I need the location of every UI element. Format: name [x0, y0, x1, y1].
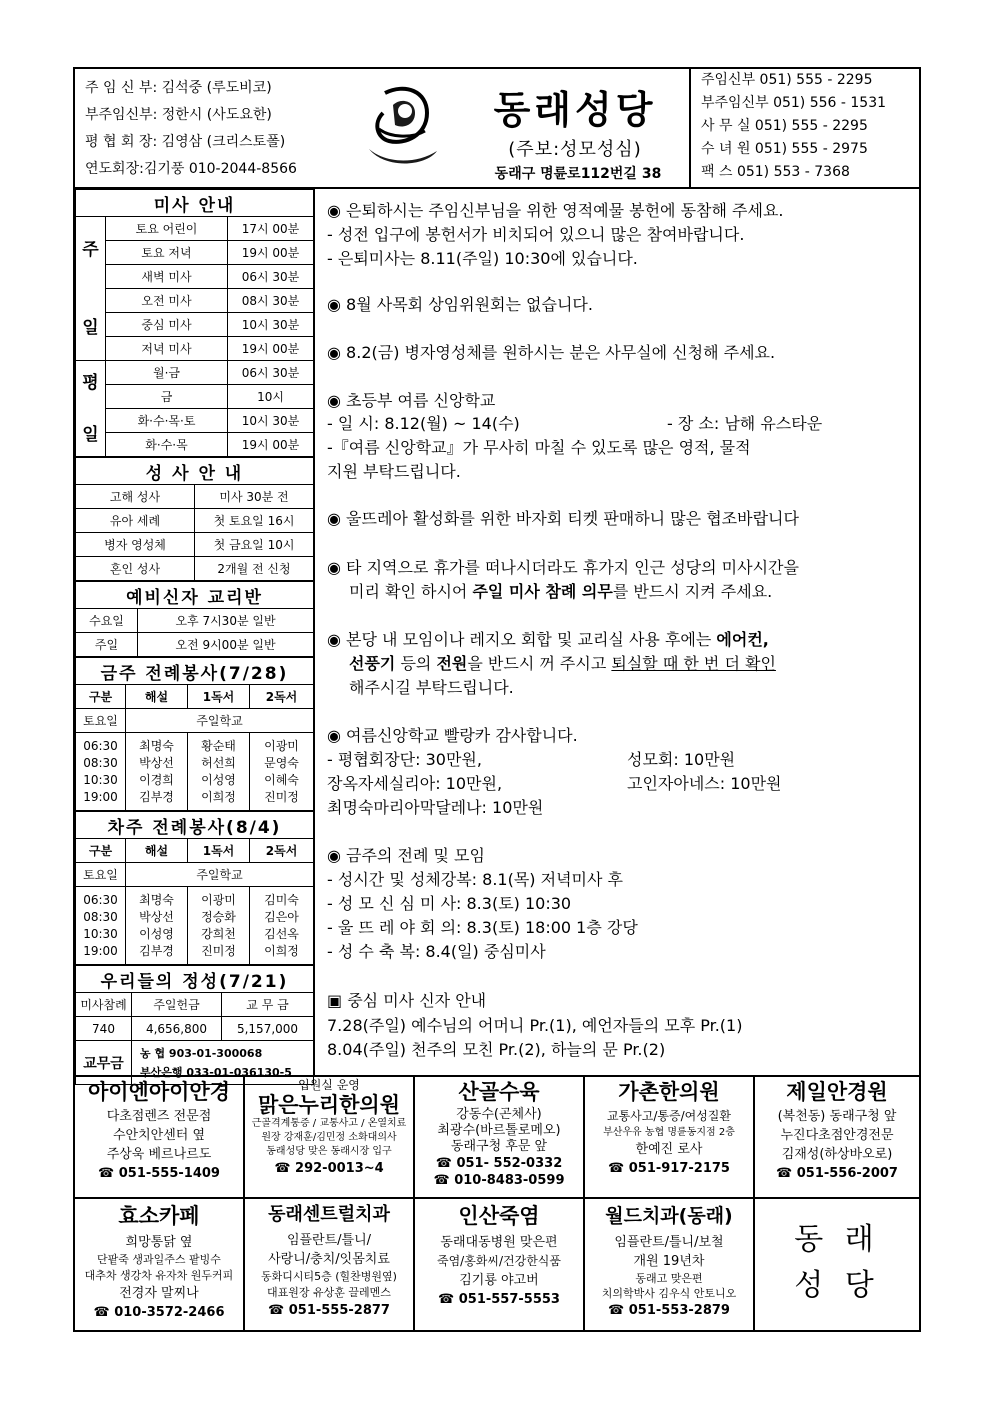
bullet-icon: ◉ [327, 726, 347, 745]
commentator-list: 최명숙 박상선 이경희 김부경 [126, 733, 188, 811]
clergy-info [85, 75, 350, 183]
ad-phone: ☎ 051-553-2879 [608, 1303, 730, 1318]
ad-hyoso-cafe [75, 1199, 245, 1330]
ad-phone: ☎ 051-555-1409 [98, 1166, 220, 1181]
bullet-icon: ◉ [327, 343, 347, 362]
saturday-label: 토요일 [76, 863, 126, 887]
ad-line: 최광수(바르톨로메오) [437, 1123, 561, 1138]
notice-line: 선풍기 등의 전원을 반드시 꺼 주시고 퇴실할 때 한 번 더 확인 [349, 654, 776, 673]
saturday-value: 주일학교 [126, 709, 314, 733]
ad-line: 원장 강재훈/김민정 소화대의사 [261, 1132, 397, 1143]
ad-line: 주상욱 베르나르도 [106, 1147, 212, 1162]
reader2-list: 이광미 문영숙 이혜숙 진미정 [250, 733, 314, 811]
mass-name: 월·금 [106, 361, 228, 385]
notice-3: ◉ 8.2(금) 병자영성체를 원하시는 분은 사무실에 신청해 주세요. [327, 343, 776, 362]
liturgy-service-this-week [75, 657, 314, 811]
sacrament-title: 성 사 안 내 [76, 458, 314, 485]
notice-5: ◉ 울뜨레아 활성화를 위한 바자회 티켓 판매하니 많은 협조바랍니다 [327, 509, 799, 528]
sacrament-name: 혼인 성사 [76, 557, 195, 581]
contact-line: 팩 스 051) 553 - 7368 [701, 164, 850, 180]
notice-line: 지원 부탁드립니다. [327, 462, 461, 481]
ad-line: 강동수(곤체사) [456, 1107, 542, 1122]
mass-time: 06시 30분 [228, 265, 314, 289]
service-times: 06:30 08:30 10:30 19:00 [76, 887, 126, 965]
ad-line: 죽염/홍화씨/건강한식품 [436, 1254, 561, 1268]
notice-line: 장옥자세실리아: 10만원, [327, 774, 503, 793]
ad-line: 동래고 맞은편 [635, 1272, 703, 1285]
ad-line: 동래성당 맞은 동래시장 입구 [266, 1146, 392, 1157]
mass-time: 19시 00분 [228, 241, 314, 265]
ad-central-dental [245, 1199, 415, 1330]
ad-name: 인산죽염 [458, 1204, 540, 1228]
mass-name: 화·수·목·토 [106, 409, 228, 433]
col-head: 교 무 금 [222, 993, 314, 1017]
ad-phone: ☎ 051- 552-0332 [435, 1156, 563, 1171]
notice-line: -『여름 신앙학교』가 무사히 마칠 수 있도록 많은 영적, 물적 [327, 438, 751, 457]
notice-line: - 은퇴미사는 8.11(주일) 10:30에 있습니다. [327, 249, 638, 268]
ad-gachon-clinic [585, 1077, 755, 1199]
saturday-value: 주일학교 [126, 863, 314, 887]
ad-line: 임플란트/틀니/ [286, 1233, 372, 1248]
attendance-value: 740 [76, 1017, 132, 1041]
sacrament-time: 첫 금요일 10시 [195, 533, 314, 557]
mass-time: 17시 00분 [228, 217, 314, 241]
ad-line: 단팥죽 생과일주스 팥빙수 [97, 1253, 221, 1266]
ad-line: 동화디시티5층 (힐찬병원옆) [261, 1270, 397, 1283]
sacrament-name: 병자 영성체 [76, 533, 195, 557]
class-time: 오후 7시30분 일반 [138, 609, 314, 633]
ad-line: 근골격계통증 / 교통사고 / 온열치료 [251, 1118, 407, 1129]
ad-line: 누진다초점안경전문 [780, 1128, 894, 1143]
notice-line: - 평협회장단: 30만원, [327, 750, 482, 769]
sidebar [75, 189, 315, 1079]
bullet-icon: ◉ [327, 295, 347, 314]
col-head: 미사참례 [76, 993, 132, 1017]
col-head: 구분 [76, 839, 126, 863]
bullet-icon: ◉ [327, 630, 347, 649]
sacrament-table [75, 457, 314, 581]
bullet-icon: ◉ [327, 391, 347, 410]
catechumen-title: 예비신자 교리반 [76, 582, 314, 609]
sacrament-name: 고해 성사 [76, 485, 195, 509]
ad-line: 개원 19년차 [633, 1254, 705, 1269]
dues-value: 5,157,000 [222, 1017, 314, 1041]
sunday-label: 주 일 [76, 217, 106, 361]
ad-line: (복천동) 동래구청 앞 [777, 1109, 897, 1124]
ad-line: 임플란트/틀니/보철 [614, 1235, 724, 1250]
advertisements [75, 1075, 919, 1332]
mass-time: 10시 30분 [228, 313, 314, 337]
ad-line: 희망통닭 옆 [125, 1235, 193, 1250]
square-bullet-icon: ▣ [327, 991, 348, 1010]
ad-line: 부산우유 농협 명륜동지점 2층 [603, 1127, 735, 1138]
ad-line: 입원실 운영 [298, 1078, 360, 1092]
class-day: 주일 [76, 633, 138, 657]
mass-name: 토요 저녁 [106, 241, 228, 265]
ad-phone: ☎ 010-8483-0599 [433, 1173, 565, 1188]
mass-name: 새벽 미사 [106, 265, 228, 289]
ad-line: 김기룡 야고버 [459, 1273, 539, 1288]
mass-name: 금 [106, 385, 228, 409]
parish-logo-icon [365, 83, 441, 167]
notice-line: 미리 확인 하시어 주일 미사 참례 의무를 반드시 지켜 주세요. [349, 582, 773, 601]
saturday-label: 토요일 [76, 709, 126, 733]
mass-time: 06시 30분 [228, 361, 314, 385]
notice-7: ◉ 본당 내 모임이나 레지오 회합 및 교리실 사용 후에는 에어컨, [327, 630, 769, 649]
sacrament-time: 2개월 전 신청 [195, 557, 314, 581]
parish-address: 동래구 명륜로112번길 38 [494, 166, 662, 182]
ad-name: 가촌한의원 [618, 1080, 720, 1104]
mass-time: 19시 00분 [228, 433, 314, 457]
ad-name: 제일안경원 [786, 1080, 888, 1104]
notice-1-title: ◉ 은퇴하시는 주임신부님을 위한 영적예물 봉헌에 동참해 주세요. [327, 201, 784, 220]
notice-line: 8.04(주일) 천주의 모친 Pr.(2), 하늘의 문 Pr.(2) [327, 1040, 666, 1059]
assistant-pastor-line: 부주임신부: 정한시 (사도요한) [85, 107, 272, 123]
col-head: 주일헌금 [132, 993, 222, 1017]
ad-sangol-suyuk [415, 1077, 585, 1199]
ad-name: 동 래 성 당 [794, 1222, 880, 1303]
class-time: 오전 9시00분 일반 [138, 633, 314, 657]
reader1-list: 황순태 허선희 이성영 이희정 [188, 733, 250, 811]
service-times: 06:30 08:30 10:30 19:00 [76, 733, 126, 811]
notice-line: - 성 수 축 복: 8.4(일) 중심미사 [327, 942, 546, 961]
ad-name: 월드치과(동래) [605, 1205, 733, 1227]
col-head: 1독서 [188, 839, 250, 863]
commentator-list: 최명숙 박상선 이성영 김부경 [126, 887, 188, 965]
notice-line: - 울 뜨 레 야 회 의: 8.3(토) 18:00 1층 강당 [327, 918, 638, 937]
bulletin-subtitle: (주보:성모성심) [508, 139, 642, 160]
col-head: 1독서 [188, 685, 250, 709]
ad-malgeun-clinic [245, 1077, 415, 1199]
offering-title: 우리들의 정성(7/21) [76, 966, 314, 993]
notice-10-title: ▣ 중심 미사 신자 안내 [327, 991, 487, 1010]
notice-2: ◉ 8월 사목회 상임위원회는 없습니다. [327, 295, 593, 314]
sacrament-name: 유아 세례 [76, 509, 195, 533]
ad-line: 한예진 로사 [635, 1142, 703, 1157]
ad-name: 산골수육 [458, 1080, 540, 1104]
ad-phone: ☎ 051-555-2877 [268, 1303, 390, 1318]
catechumen-table [75, 581, 314, 657]
ad-line: 동래구청 후문 앞 [450, 1139, 548, 1154]
bullet-icon: ◉ [327, 558, 347, 577]
mass-time: 10시 30분 [228, 409, 314, 433]
service-this-title: 금주 전례봉사(7/28) [76, 658, 314, 685]
ad-phone: ☎ 051-556-2007 [776, 1166, 898, 1181]
bullet-icon: ◉ [327, 846, 347, 865]
ad-phone: ☎ 292-0013~4 [274, 1161, 384, 1176]
contact-line: 부주임신부 051) 556 - 1531 [701, 95, 887, 111]
notice-6: ◉ 타 지역으로 휴가를 떠나시더라도 휴가지 인근 성당의 미사시간을 [327, 558, 799, 577]
reader2-list: 김미숙 김은아 김선옥 이희정 [250, 887, 314, 965]
notice-line: - 장 소: 남해 유스타운 [667, 414, 823, 433]
col-head: 구분 [76, 685, 126, 709]
col-head: 2독서 [250, 685, 314, 709]
ad-phone: ☎ 051-917-2175 [608, 1161, 730, 1176]
ad-line: 김재성(하상바오로) [781, 1147, 893, 1162]
ad-line: 전경자 말찌나 [119, 1286, 199, 1301]
contact-line: 사 무 실 051) 555 - 2295 [701, 118, 868, 134]
ad-line: 동래대동병원 맞은편 [440, 1235, 558, 1250]
mass-schedule-title: 미사 안내 [76, 190, 314, 217]
district-president-line: 연도회장:김기풍 010-2044-8566 [85, 161, 297, 177]
liturgy-service-next-week [75, 811, 314, 965]
class-day: 수요일 [76, 609, 138, 633]
reader1-list: 이광미 정승화 강희천 진미정 [188, 887, 250, 965]
col-head: 해설 [126, 839, 188, 863]
notice-line: 7.28(주일) 예수님의 어머니 Pr.(1), 예언자들의 모후 Pr.(1) [327, 1016, 743, 1035]
mass-name: 화·수·목 [106, 433, 228, 457]
notice-line: 최명숙마리아막달레나: 10만원 [327, 798, 544, 817]
ad-line: 다초점렌즈 전문점 [106, 1109, 212, 1124]
notice-line: 해주시길 부탁드립니다. [349, 678, 514, 697]
bullet-icon: ◉ [327, 201, 347, 220]
ad-line: 수안치안센터 옆 [112, 1128, 206, 1143]
ad-parish-name [755, 1199, 919, 1330]
ad-line: 대추차 생강차 유자차 원두커피 [84, 1269, 234, 1282]
mass-name: 오전 미사 [106, 289, 228, 313]
notice-line: - 성시간 및 성체강복: 8.1(목) 저녁미사 후 [327, 870, 623, 889]
ad-jeil-optical [755, 1077, 919, 1199]
contact-line: 수 녀 원 051) 555 - 2975 [701, 141, 868, 157]
council-president-line: 평 협 회 장: 김영삼 (크리스토폴) [85, 134, 286, 150]
contact-info [689, 69, 921, 187]
col-head: 2독서 [250, 839, 314, 863]
ad-name: 맑은누리한의원 [257, 1093, 400, 1117]
header [75, 69, 919, 189]
ad-line: 사랑니/충치/잇몸치료 [268, 1252, 390, 1267]
ad-name: 효소카페 [118, 1204, 200, 1228]
bulletin-frame [73, 67, 921, 1332]
ad-line: 대표원장 유상훈 끌레멘스 [267, 1286, 391, 1299]
notice-line: - 일 시: 8.12(월) ~ 14(수) [327, 414, 520, 433]
col-head: 해설 [126, 685, 188, 709]
ad-name: 아이엔아이안경 [87, 1080, 230, 1104]
weekday-label: 평 일 [76, 361, 106, 457]
mass-schedule-table [75, 189, 314, 457]
contact-line: 주임신부 051) 555 - 2295 [701, 72, 873, 88]
bank-account: 농 협 903-01-300068 [140, 1046, 263, 1060]
mass-time: 10시 [228, 385, 314, 409]
sacrament-time: 첫 토요일 16시 [195, 509, 314, 533]
notice-line: 성모회: 10만원 [627, 750, 736, 769]
parish-title: 동래성당 [493, 88, 657, 132]
ad-ini-optical [75, 1077, 245, 1199]
mass-name: 중심 미사 [106, 313, 228, 337]
mass-time: 08시 30분 [228, 289, 314, 313]
notice-8-title: ◉ 여름신앙학교 빨랑카 감사합니다. [327, 726, 578, 745]
bank-account: 부산은행 033-01-036130-5 [140, 1065, 292, 1079]
notice-9-title: ◉ 금주의 전례 및 모임 [327, 846, 485, 865]
notice-line: - 성전 입구에 봉헌서가 비치되어 있으니 많은 참여바랍니다. [327, 225, 745, 244]
offering-table [75, 965, 314, 1085]
ad-insan-jukyeom [415, 1199, 585, 1330]
sunday-collection-value: 4,656,800 [132, 1017, 222, 1041]
bullet-icon: ◉ [327, 509, 347, 528]
mass-name: 저녁 미사 [106, 337, 228, 361]
ad-line: 교통사고/통증/여성질환 [606, 1109, 731, 1123]
mass-time: 19시 00분 [228, 337, 314, 361]
pastor-line: 주 임 신 부: 김석중 (루도비코) [85, 80, 272, 96]
notice-line: - 성 모 신 심 미 사: 8.3(토) 10:30 [327, 894, 572, 913]
ad-line: 치의학박사 김우식 안토니오 [601, 1287, 737, 1300]
notice-4-title: ◉ 초등부 여름 신앙학교 [327, 391, 496, 410]
ad-name: 동래센트럴치과 [268, 1204, 390, 1225]
sacrament-time: 미사 30분 전 [195, 485, 314, 509]
ad-phone: ☎ 051-557-5553 [438, 1292, 560, 1307]
notice-line: 고인자아네스: 10만원 [627, 774, 782, 793]
ad-phone: ☎ 010-3572-2466 [93, 1305, 225, 1320]
mass-name: 토요 어린이 [106, 217, 228, 241]
dues-label: 교무금 [76, 1041, 132, 1085]
service-next-title: 차주 전례봉사(8/4) [76, 812, 314, 839]
ad-world-dental [585, 1199, 755, 1330]
